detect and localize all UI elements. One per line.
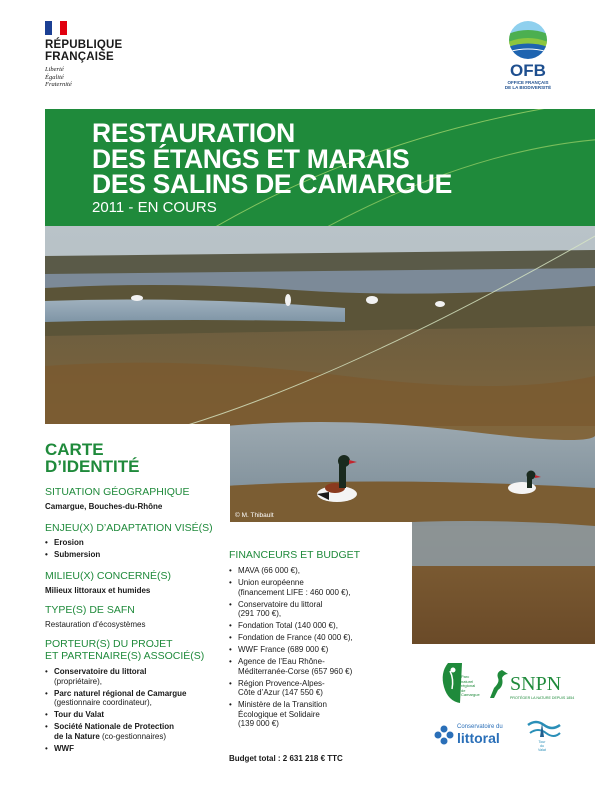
parc-text: Parc naturel régional de Camargue [461, 674, 480, 698]
motto: Liberté Égalité Fraternité [45, 66, 72, 88]
conservatoire-littoral-logo [433, 722, 521, 748]
porteurs-label-2: ET PARTENAIRE(S) ASSOCIÉ(S) [45, 650, 205, 662]
ofb-sub1: OFFICE FRANÇAIS [507, 80, 549, 85]
ofb-logo [498, 20, 558, 90]
parc-camargue-logo [440, 661, 480, 705]
snpn-logo [488, 668, 575, 708]
page-title: RESTAURATION DES ÉTANGS ET MARAIS DES SALINS DE CAMARGUE [92, 118, 453, 199]
types-value: Restauration d’écosystèmes [45, 620, 146, 629]
enjeux-label: ENJEU(X) D’ADAPTATION VISÉ(S) [45, 522, 213, 534]
porteurs-label-1: PORTEUR(S) DU PROJET [45, 638, 173, 650]
cdl-line1: Conservatoire du [457, 724, 503, 730]
republique-line1: RÉPUBLIQUE [45, 39, 123, 51]
snpn-sub: PROTÉGER LA NATURE DEPUIS 1854 [510, 696, 575, 700]
list-item: • Ministère de la Transition Écologique et Solidaire (139 000 €) [229, 700, 409, 729]
list-item: • Société Nationale de Protection de la Nature (co-gestionnaires) [45, 722, 230, 741]
project-period: 2011 - EN COURS [92, 199, 217, 216]
republique-francaise-logo [45, 21, 155, 89]
list-item: • Union européenne (financement LIFE : 460 000 €), [229, 578, 409, 597]
republique-line2: FRANÇAISE [45, 51, 114, 63]
porteurs-list [45, 667, 230, 756]
ofb-wordmark: OFB [510, 61, 546, 80]
list-item: • Parc naturel régional de Camargue (gestionnaire coordinateur), [45, 689, 230, 708]
heron-icon [488, 668, 510, 700]
identity-heading: CARTE D’IDENTITÉ [45, 440, 140, 476]
french-flag-icon [45, 21, 67, 35]
list-item: • Tour du Valat [45, 710, 230, 720]
tdv-text: Tour du Valat [538, 740, 546, 752]
budget-total: Budget total : 2 631 218 € TTC [229, 754, 343, 763]
types-label: TYPE(S) DE SAFN [45, 604, 135, 616]
cdl-line2: littoral [457, 730, 500, 746]
situation-label: SITUATION GÉOGRAPHIQUE [45, 486, 190, 498]
list-item: • Conservatoire du littoral (291 700 €), [229, 600, 409, 619]
situation-value: Camargue, Bouches-du-Rhône [45, 502, 163, 511]
list-item: • WWF France (689 000 €) [229, 645, 409, 655]
list-item: • Fondation Total (140 000 €), [229, 621, 409, 631]
list-item: • Agence de l’Eau Rhône- Méditerranée-Corse (657 960 €) [229, 657, 409, 676]
tour-du-valat-logo [526, 719, 562, 751]
list-item: • Fondation de France (40 000 €), [229, 633, 409, 643]
snpn-wordmark: SNPN [510, 673, 562, 695]
thistle-icon [433, 724, 455, 746]
list-item: • Erosion [45, 538, 225, 548]
financeurs-list [229, 566, 409, 731]
photo-credit: © M. Thibault [235, 512, 274, 519]
list-item: • MAVA (66 000 €), [229, 566, 409, 576]
list-item: • Submersion [45, 550, 225, 560]
milieux-value: Milieux littoraux et humides [45, 586, 151, 595]
financeurs-label: FINANCEURS ET BUDGET [229, 549, 361, 561]
list-item: • WWF [45, 744, 230, 754]
list-item: • Région Provence-Alpes- Côte d’Azur (147 550 €) [229, 679, 409, 698]
tour-du-valat-icon [526, 719, 562, 741]
ofb-sub2: DE LA BIODIVERSITÉ [504, 85, 552, 90]
milieux-label: MILIEU(X) CONCERNÉ(S) [45, 570, 172, 582]
list-item: • Conservatoire du littoral (propriétaire), [45, 667, 230, 686]
enjeux-list [45, 538, 225, 562]
ofb-globe-icon [508, 20, 548, 60]
